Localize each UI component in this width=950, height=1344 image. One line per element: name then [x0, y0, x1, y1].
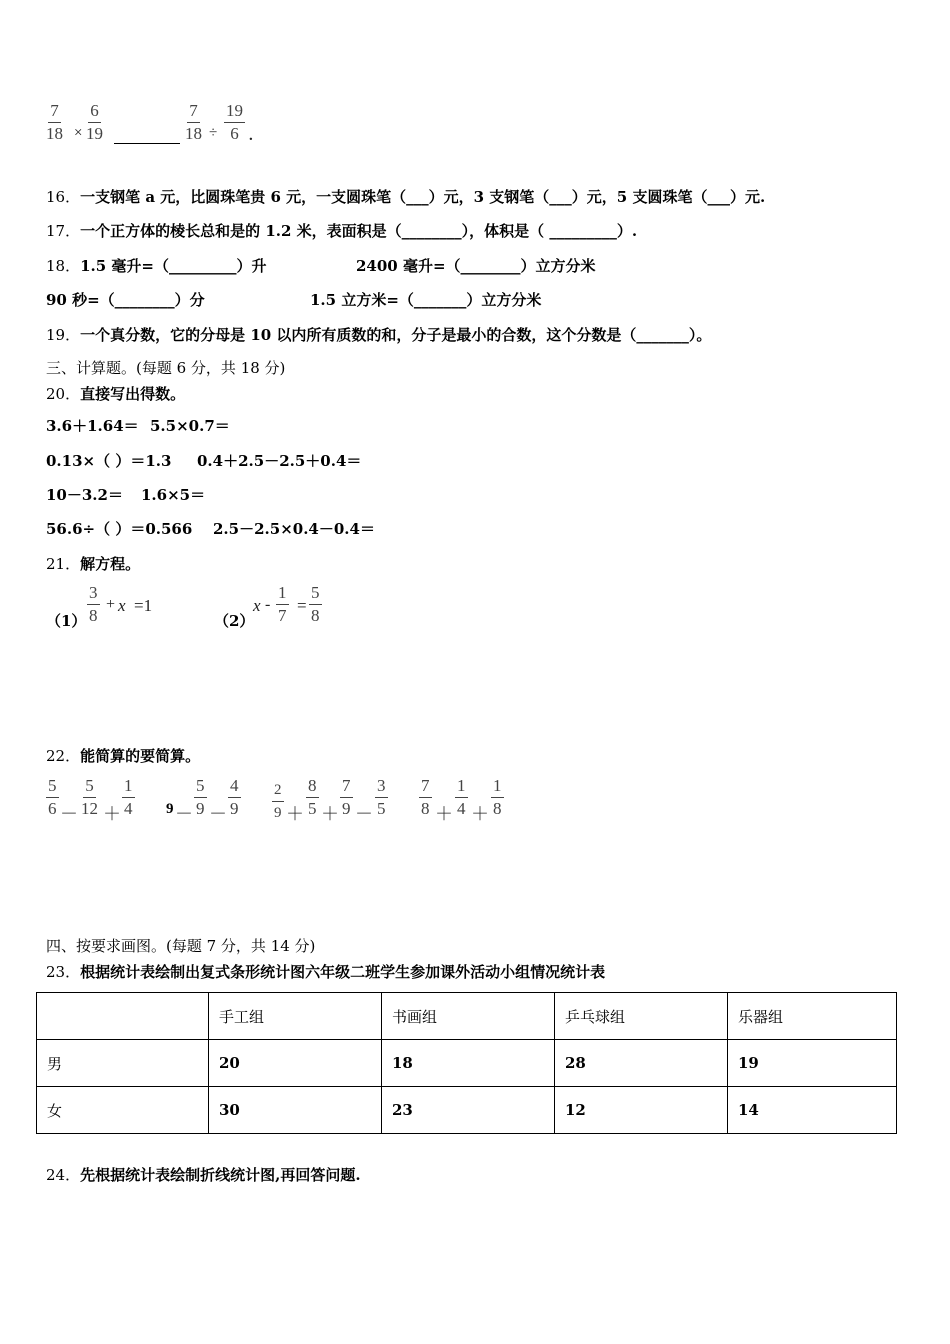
table-cell: 23 — [382, 1087, 555, 1134]
question-18-part-a: 1.5 毫升=（_________）升 — [80, 257, 267, 275]
equation-label-2: （2） — [214, 612, 255, 630]
fraction: $\frac{1}{4}$ — [124, 776, 133, 818]
fraction: $\frac{3}{5}$ — [377, 776, 386, 818]
table-cell: 12 — [555, 1087, 728, 1134]
equals-sign: = — [297, 596, 307, 615]
plus-sign: ＋ — [435, 804, 453, 824]
question-title: 能简算的要简算。 — [80, 747, 201, 765]
minus-sign: － — [175, 804, 193, 824]
fraction: $\frac{6}{19}$ — [86, 101, 103, 143]
question-18-part-b: 2400 毫升=（________）立方分米 — [356, 257, 596, 275]
question-title: 直接写出得数。 — [80, 385, 186, 403]
fraction: $\frac{7}{8}$ — [421, 776, 430, 818]
question-19 — [46, 324, 711, 345]
question-title: 根据统计表绘制出复式条形统计图六年级二班学生参加课外活动小组情况统计表 — [80, 963, 606, 981]
question-number: 23． — [46, 963, 81, 981]
variable-x: x — [118, 596, 126, 615]
table-cell: 30 — [209, 1087, 382, 1134]
calc-item: 5.5×0.7＝ — [150, 417, 230, 435]
table-row — [37, 1087, 897, 1134]
section-heading-drawing: 四、按要求画图。(每题 7 分，共 14 分) — [46, 937, 316, 955]
calc-item: 1.6×5＝ — [141, 486, 206, 504]
row-label-male: 男 — [37, 1040, 209, 1087]
table-header-cell: 乒乓球组 — [555, 993, 728, 1040]
variable-x: x — [253, 596, 261, 615]
question-text: 一个正方体的棱长总和是的 1.2 米，表面积是（________），体积是（ _________）. — [80, 222, 638, 240]
plus-sign: + — [106, 596, 116, 613]
fraction: $\frac{7}{18}$ — [185, 101, 202, 143]
plus-sign: ＋ — [471, 804, 489, 824]
question-17 — [46, 220, 637, 241]
divide-sign: ÷ — [209, 125, 218, 141]
fraction: $\frac{7}{9}$ — [342, 776, 351, 818]
table-cell: 14 — [728, 1087, 897, 1134]
fraction: $\frac{5}{6}$ — [48, 776, 57, 818]
question-number: 18． — [46, 257, 81, 275]
table-cell: 20 — [209, 1040, 382, 1087]
fraction: $\frac{1}{7}$ — [278, 583, 287, 625]
calc-item: 0.13×（ ）＝1.3 — [46, 452, 172, 470]
question-number: 17． — [46, 222, 81, 240]
fraction: $\frac{19}{6}$ — [226, 101, 243, 143]
question-number: 19． — [46, 326, 81, 344]
minus-sign: - — [265, 596, 271, 613]
calc-item: 56.6÷（ ）＝0.566 — [46, 520, 193, 538]
table-header-cell: 手工组 — [209, 993, 382, 1040]
times-sign: × — [74, 125, 83, 141]
question-16 — [46, 186, 765, 207]
fraction: $\frac{5}{8}$ — [311, 583, 320, 625]
table-cell: 19 — [728, 1040, 897, 1087]
plus-sign: ＋ — [321, 804, 339, 824]
question-text: 先根据统计表绘制折线统计图,再回答问题. — [80, 1166, 361, 1184]
equation-label-1: （1） — [46, 612, 87, 630]
fraction: $\frac{7}{18}$ — [46, 101, 63, 143]
question-18 — [46, 255, 266, 276]
fraction: $\frac{8}{5}$ — [308, 776, 317, 818]
question-21 — [46, 553, 140, 574]
plus-sign: ＋ — [286, 804, 304, 824]
fraction: $\frac{3}{8}$ — [89, 583, 98, 625]
table-cell: 28 — [555, 1040, 728, 1087]
equals-one: =1 — [134, 596, 153, 615]
fraction: $\frac{4}{9}$ — [230, 776, 239, 818]
row-label-female: 女 — [37, 1087, 209, 1134]
fraction: $\frac{2}{9}$ — [274, 782, 282, 821]
question-number: 20． — [46, 385, 81, 403]
activity-stats-table — [36, 992, 897, 1134]
question-number: 21． — [46, 555, 81, 573]
minus-sign: － — [209, 804, 227, 824]
fraction: $\frac{5}{12}$ — [81, 776, 98, 818]
table-header-cell: 乐器组 — [728, 993, 897, 1040]
question-number: 16． — [46, 188, 81, 206]
table-header-cell — [37, 993, 209, 1040]
question-title: 解方程。 — [80, 555, 141, 573]
table-cell: 18 — [382, 1040, 555, 1087]
table-header-row — [37, 993, 897, 1040]
section-heading-calculation: 三、计算题。(每题 6 分，共 18 分) — [46, 359, 286, 377]
calc-item: 0.4＋2.5－2.5＋0.4＝ — [197, 452, 362, 470]
question-18-part-c: 90 秒=（________）分 — [46, 291, 205, 309]
calc-item: 3.6＋1.64＝ — [46, 417, 139, 435]
calc-item: 2.5－2.5×0.4－0.4＝ — [213, 520, 375, 538]
table-row — [37, 1040, 897, 1087]
question-text: 一支钢笔 a 元，比圆珠笔贵 6 元，一支圆珠笔（___）元，3 支钢笔（___）元，5 支圆珠笔（___）元. — [80, 188, 766, 206]
question-number: 24． — [46, 1166, 81, 1184]
minus-sign: － — [355, 804, 373, 824]
plus-sign: ＋ — [103, 804, 121, 824]
question-20 — [46, 383, 185, 404]
nine: 9 — [166, 801, 174, 817]
question-18-part-d: 1.5 立方米=（_______）立方分米 — [310, 291, 542, 309]
table-header-cell: 书画组 — [382, 993, 555, 1040]
question-text: 一个真分数，它的分母是 10 以内所有质数的和，分子是最小的合数，这个分数是（_______）。 — [80, 326, 712, 344]
answer-blank[interactable] — [114, 143, 180, 144]
fraction: $\frac{1}{4}$ — [457, 776, 466, 818]
period: . — [249, 128, 253, 144]
question-24 — [46, 1164, 361, 1185]
question-22 — [46, 745, 200, 766]
fraction: $\frac{1}{8}$ — [493, 776, 502, 818]
minus-sign: － — [60, 804, 78, 824]
calc-item: 10－3.2＝ — [46, 486, 123, 504]
fraction: $\frac{5}{9}$ — [196, 776, 205, 818]
question-23 — [46, 961, 605, 982]
question-number: 22． — [46, 747, 81, 765]
